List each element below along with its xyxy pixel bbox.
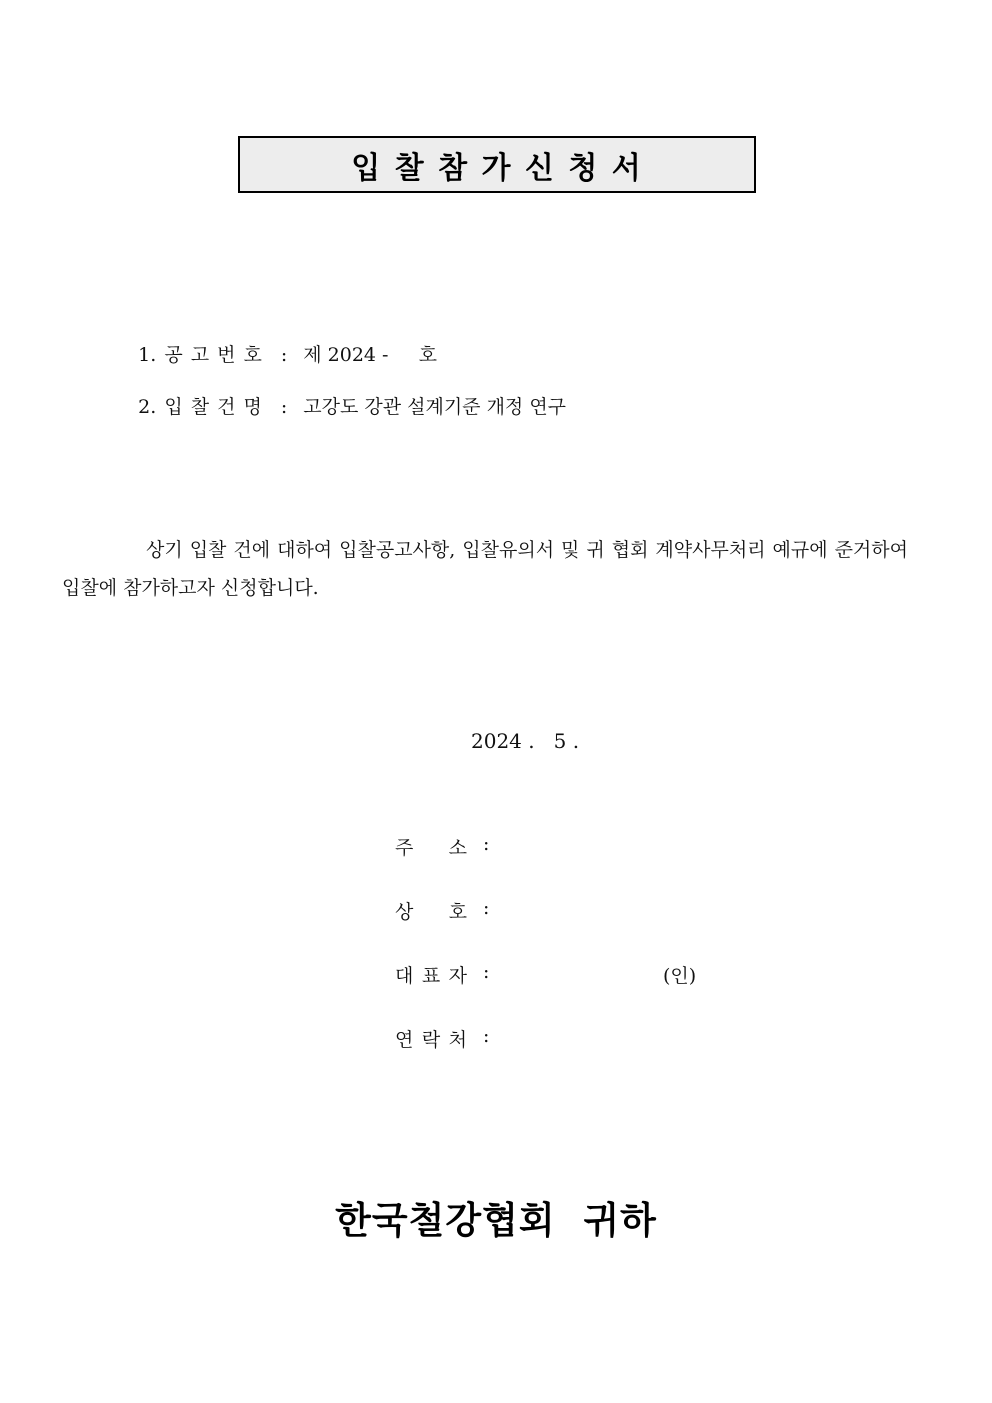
bid-title-value: 고강도 강관 설계기준 개정 연구 bbox=[303, 396, 567, 418]
signature-label: 연 락 처 bbox=[395, 1029, 467, 1051]
signature-block bbox=[395, 833, 915, 1089]
document-title-box bbox=[238, 136, 756, 193]
signature-row-company bbox=[395, 897, 915, 921]
item-colon: : bbox=[280, 396, 288, 418]
signature-colon: : bbox=[483, 833, 490, 855]
signature-row-contact bbox=[395, 1025, 915, 1049]
item-colon: : bbox=[280, 344, 288, 366]
item-number: 1. bbox=[138, 344, 157, 366]
signature-colon: : bbox=[483, 961, 490, 983]
signature-label: 상 호 bbox=[395, 901, 467, 923]
item-label: 공 고 번 호 bbox=[164, 344, 263, 366]
item-number: 2. bbox=[138, 396, 157, 418]
signature-colon: : bbox=[483, 1025, 490, 1047]
signature-row-address bbox=[395, 833, 915, 857]
seal-mark: (인) bbox=[663, 965, 697, 987]
document-title: 입 찰 참 가 신 청 서 bbox=[351, 150, 643, 186]
signature-colon: : bbox=[483, 897, 490, 919]
application-statement: 상기 입찰 건에 대하여 입찰공고사항, 입찰유의서 및 귀 협회 계약사무처리 예규에 준거하여 입찰에 참가하고자 신청합니다. bbox=[62, 539, 908, 599]
date-line: 2024 . 5 . bbox=[471, 729, 580, 753]
item-label: 입 찰 건 명 bbox=[164, 396, 263, 418]
recipient-line: 한국철강협회 귀하 bbox=[335, 1198, 657, 1242]
notice-number-value: 제 2024 - 호 bbox=[303, 344, 438, 366]
signature-label: 주 소 bbox=[395, 837, 467, 859]
signature-label: 대 표 자 bbox=[395, 965, 467, 987]
signature-row-representative bbox=[395, 961, 915, 985]
bid-title-line bbox=[114, 370, 566, 441]
